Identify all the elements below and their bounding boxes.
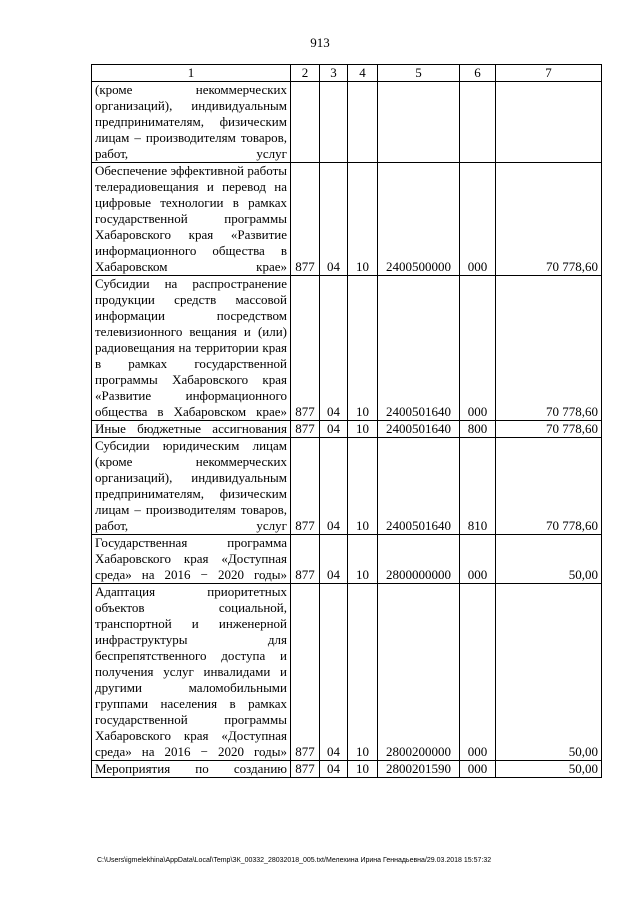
col-3: 04: [320, 535, 348, 584]
col-2: 877: [291, 276, 320, 421]
table-row: [92, 421, 602, 438]
col-6: 810: [460, 438, 496, 535]
col-2: 877: [291, 163, 320, 276]
col-3: 04: [320, 584, 348, 761]
col-7: 70 778,60: [496, 163, 602, 276]
col-5: [378, 82, 460, 163]
col-6: [460, 82, 496, 163]
col-2: 877: [291, 761, 320, 778]
col-4: 10: [348, 584, 378, 761]
col-3: [320, 82, 348, 163]
col-4: 10: [348, 276, 378, 421]
header-cell: 5: [378, 65, 460, 82]
col-3: 04: [320, 163, 348, 276]
col-2: [291, 82, 320, 163]
row-name: Субсидии юридическим лицам (кроме некоммерческих организаций), индивидуальным предпринимателям, физическим лицам – производителям товаров, работ, услуг: [92, 438, 291, 535]
col-2: 877: [291, 535, 320, 584]
col-6: 000: [460, 584, 496, 761]
col-4: [348, 82, 378, 163]
header-cell: 2: [291, 65, 320, 82]
col-3: 04: [320, 438, 348, 535]
col-7: [496, 82, 602, 163]
col-2: 877: [291, 438, 320, 535]
col-4: 10: [348, 438, 378, 535]
col-3: 04: [320, 421, 348, 438]
col-6: 000: [460, 163, 496, 276]
row-name: Адаптация приоритетных объектов социальной, транспортной и инженерной инфраструктуры для беспрепятственного доступа и получения услуг инвалидами и другими маломобильными группами населения в рамках государственной программы Хабаровского края «Доступная среда» на 2016 − 2020 годы»: [92, 584, 291, 761]
col-4: 10: [348, 421, 378, 438]
page-number: 913: [310, 35, 330, 50]
col-5: 2400500000: [378, 163, 460, 276]
row-name: Обеспечение эффективной работы телерадиовещания и перевод на цифровые технологии в рамках государственной программы Хабаровского края «Развитие информационного общества в Хабаровском крае»: [92, 163, 291, 276]
col-4: 10: [348, 163, 378, 276]
col-5: 2400501640: [378, 421, 460, 438]
budget-table: [91, 64, 602, 778]
col-3: 04: [320, 761, 348, 778]
row-name: (кроме некоммерческих организаций), индивидуальным предпринимателям, физическим лицам – производителям товаров, работ, услуг: [92, 82, 291, 163]
table-row: [92, 535, 602, 584]
header-cell: 7: [496, 65, 602, 82]
col-6: 000: [460, 761, 496, 778]
table-row: [92, 438, 602, 535]
header-row: [92, 65, 602, 82]
col-3: 04: [320, 276, 348, 421]
file-path-footer: C:\Users\igmelekhina\AppData\Local\Temp\ЗК_00332_28032018_005.txt/Мелехина Ирина Геннадьевна/29.03.2018 15:57:32: [97, 857, 492, 864]
table-row: [92, 163, 602, 276]
col-5: 2400501640: [378, 276, 460, 421]
col-5: 2400501640: [378, 438, 460, 535]
col-7: 70 778,60: [496, 276, 602, 421]
col-6: 000: [460, 276, 496, 421]
header-cell: 6: [460, 65, 496, 82]
row-name: Субсидии на распространение продукции средств массовой информации посредством телевизионного вещания и (или) радиовещания на территории края в рамках государственной программы Хабаровского края «Развитие информационного общества в Хабаровском крае»: [92, 276, 291, 421]
col-5: 2800000000: [378, 535, 460, 584]
header-cell: 3: [320, 65, 348, 82]
col-2: 877: [291, 421, 320, 438]
col-5: 2800201590: [378, 761, 460, 778]
table-row: [92, 276, 602, 421]
col-6: 000: [460, 535, 496, 584]
col-7: 50,00: [496, 761, 602, 778]
table-row: [92, 584, 602, 761]
col-5: 2800200000: [378, 584, 460, 761]
col-6: 800: [460, 421, 496, 438]
row-name: Иные бюджетные ассигнования: [92, 421, 291, 438]
col-7: 70 778,60: [496, 421, 602, 438]
table-row: [92, 82, 602, 163]
col-2: 877: [291, 584, 320, 761]
header-cell: 4: [348, 65, 378, 82]
table-row: [92, 761, 602, 778]
col-4: 10: [348, 535, 378, 584]
header-cell: 1: [92, 65, 291, 82]
col-4: 10: [348, 761, 378, 778]
col-7: 70 778,60: [496, 438, 602, 535]
row-name: Мероприятия по созданию: [92, 761, 291, 778]
row-name: Государственная программа Хабаровского края «Доступная среда» на 2016 − 2020 годы»: [92, 535, 291, 584]
col-7: 50,00: [496, 584, 602, 761]
col-7: 50,00: [496, 535, 602, 584]
